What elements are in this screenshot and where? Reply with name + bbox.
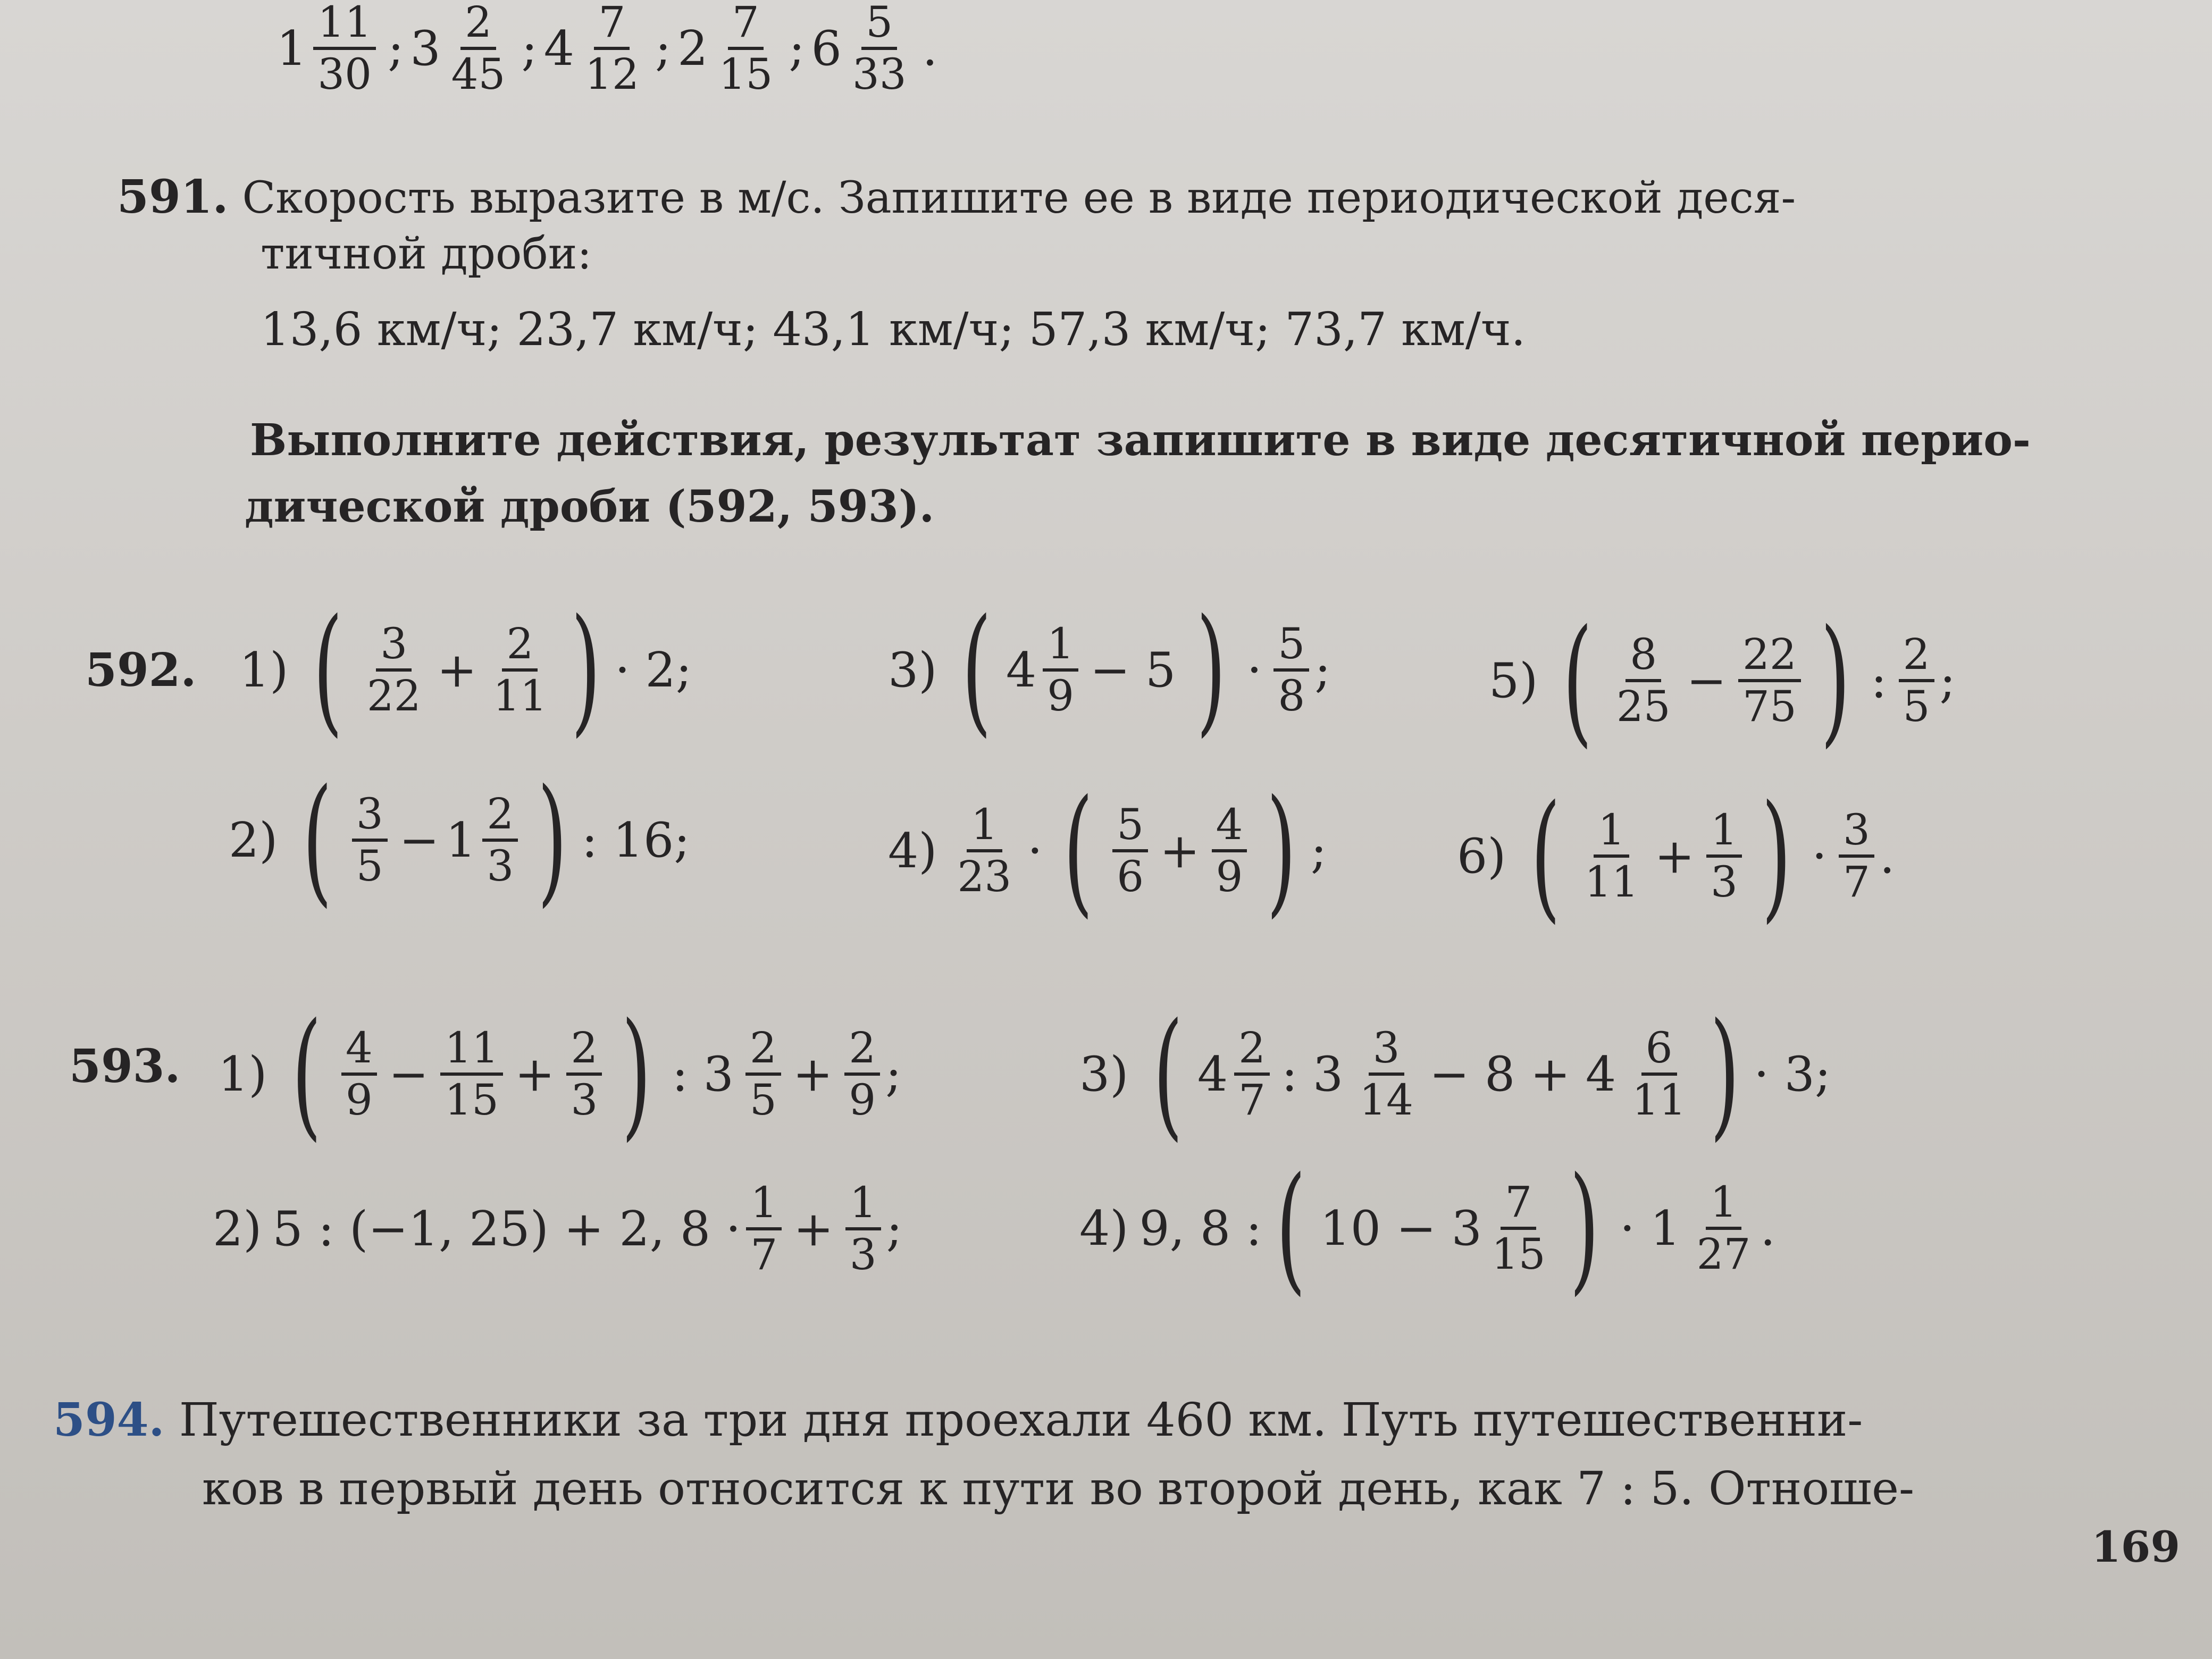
fraction (1706, 805, 1742, 907)
fraction-denominator: 14 (1359, 1075, 1413, 1125)
fraction (1738, 632, 1801, 729)
fraction (1628, 1023, 1690, 1125)
task-592-part-1 (239, 590, 692, 750)
fraction-numerator: 3 (352, 792, 388, 842)
right-paren: ) (622, 994, 651, 1154)
fraction-denominator: 30 (317, 49, 372, 99)
fraction-numerator: 3 (376, 622, 412, 672)
fraction-numerator: 3 (1369, 1026, 1404, 1076)
fraction-numerator: 7 (728, 0, 764, 50)
right-paren: ) (538, 760, 567, 920)
fraction-denominator: 11 (1632, 1075, 1686, 1125)
fraction-denominator: 3 (849, 1230, 877, 1279)
instruction-text: дической дроби (245, 481, 666, 532)
fraction (1899, 632, 1934, 729)
fraction (845, 1180, 881, 1277)
show-through-text (1541, 80, 1554, 120)
fraction-denominator: 15 (718, 49, 773, 99)
fraction (1487, 1177, 1550, 1279)
task-594-text-1: Путешественники за три дня проехали 460 км. Путь путешественни- (179, 1394, 1863, 1447)
fraction-numerator: 3 (1839, 808, 1874, 858)
fraction (1355, 1023, 1418, 1125)
fraction (489, 619, 551, 720)
operator: + (1654, 828, 1695, 884)
operator: − 8 + 4 (1429, 1046, 1616, 1102)
fraction-numerator: 11 (440, 1026, 503, 1076)
fraction-denominator: 3 (487, 841, 514, 891)
fraction-numerator: 5 (1112, 802, 1148, 852)
operator: + (514, 1046, 555, 1102)
fraction (1234, 1023, 1270, 1125)
fraction-denominator: 11 (493, 671, 547, 720)
instruction-line-1: Выполните действия, результат запишите в виде десятичной перио- (250, 415, 2031, 466)
task-number-591: 591. (117, 170, 229, 224)
operator: − (1686, 652, 1727, 709)
fraction-numerator: 2 (482, 792, 518, 842)
fraction-numerator: 2 (502, 622, 538, 672)
expression-text: 5 : (−1, 25) + 2, 8 · (272, 1201, 741, 1257)
left-paren: ( (303, 760, 332, 920)
left-paren: ( (1276, 1148, 1306, 1309)
fraction-numerator: 6 (1641, 1026, 1677, 1076)
fraction (1692, 1177, 1755, 1279)
expression-end: ; (1314, 642, 1331, 698)
fraction (746, 1180, 782, 1277)
left-paren: ( (1153, 994, 1183, 1154)
operator: + (793, 1201, 834, 1257)
operator: · (1812, 828, 1827, 884)
fraction-numerator: 2 (745, 1026, 781, 1076)
part-label: 4) (888, 823, 937, 879)
fraction-denominator: 15 (1491, 1229, 1546, 1279)
part-label: 3) (888, 642, 937, 698)
operator: − 5 (1090, 642, 1176, 698)
separator: ; (789, 20, 805, 77)
task-592-part-6 (1457, 776, 1895, 936)
operator: · (1246, 642, 1262, 698)
left-paren: ( (962, 590, 992, 750)
operator: − (399, 812, 440, 868)
task-592-part-2 (229, 760, 690, 920)
fraction (1580, 805, 1643, 907)
expression-text: 9, 8 : (1139, 1200, 1262, 1256)
fraction (714, 0, 777, 97)
part-label: 2) (213, 1201, 262, 1257)
expression-inner: 10 − 3 (1320, 1200, 1482, 1256)
mixed-whole: 4 (1197, 1046, 1228, 1102)
part-label: 4) (1079, 1200, 1129, 1256)
part-label: 2) (229, 812, 278, 868)
task-592-part-5 (1489, 600, 1956, 761)
mixed-whole: 6 (811, 20, 842, 77)
operator: + (437, 642, 477, 698)
page-number: 169 (2091, 1522, 2180, 1572)
instruction-task-ref: (592, 593) (665, 481, 919, 532)
part-label: 3) (1079, 1046, 1129, 1102)
right-paren: ) (1710, 994, 1740, 1154)
left-paren: ( (1563, 600, 1593, 761)
expression-end: ; (886, 1201, 902, 1257)
mixed-whole: 2 (677, 20, 708, 77)
fraction-denominator: 75 (1742, 682, 1797, 731)
expression-tail: · 3; (1754, 1046, 1831, 1102)
fraction (1612, 632, 1675, 729)
instruction-line-2 (245, 481, 934, 532)
fraction (447, 0, 510, 97)
fraction-denominator: 15 (445, 1075, 499, 1125)
task-number-592 (85, 643, 196, 697)
top-mixed-numbers-row (276, 0, 944, 97)
fraction-numerator: 2 (844, 1026, 880, 1076)
fraction-denominator: 6 (1117, 852, 1144, 901)
fraction-denominator: 11 (1584, 857, 1639, 907)
expression-tail: · 2; (615, 642, 692, 698)
fraction-denominator: 22 (366, 671, 421, 720)
operator: : (1871, 652, 1887, 709)
fraction-numerator: 1 (1594, 808, 1629, 858)
mixed-whole: 4 (543, 20, 575, 77)
fraction-denominator: 7 (1238, 1075, 1266, 1125)
fraction-denominator: 25 (1616, 682, 1671, 731)
fraction (363, 619, 425, 720)
mixed-whole: 1 (446, 812, 476, 868)
fraction-denominator: 5 (749, 1075, 777, 1125)
task-591-line-2: тичной дроби: (261, 229, 592, 279)
operator: : 3 (672, 1046, 734, 1102)
fraction-denominator: 3 (1711, 857, 1738, 907)
fraction (440, 1023, 503, 1125)
fraction-denominator: 8 (1278, 671, 1305, 720)
part-label: 1) (239, 642, 289, 698)
fraction (1839, 805, 1874, 907)
part-label: 6) (1457, 828, 1506, 884)
fraction-denominator: 33 (852, 49, 907, 99)
fraction-numerator: 1 (1706, 808, 1742, 858)
fraction-numerator: 1 (1706, 1180, 1741, 1230)
fraction-numerator: 8 (1626, 632, 1661, 682)
operator: − (388, 1046, 429, 1102)
fraction-denominator: 9 (1047, 671, 1074, 720)
fraction (1273, 619, 1309, 720)
task-592-part-3 (888, 590, 1331, 750)
fraction-denominator: 9 (1216, 852, 1243, 901)
fraction-denominator: 9 (849, 1075, 876, 1125)
separator: ; (521, 20, 538, 77)
fraction-numerator: 4 (1212, 802, 1247, 852)
task-591-speeds: 13,6 км/ч; 23,7 км/ч; 43,1 км/ч; 57,3 км/ч; 73,7 км/ч. (261, 303, 1526, 356)
right-paren: ) (1569, 1148, 1599, 1309)
right-paren: ) (1820, 600, 1850, 761)
operator: : 3 (1281, 1046, 1344, 1102)
fraction (566, 1023, 602, 1125)
mixed-whole: 1 (276, 20, 307, 77)
task-592-part-4 (888, 770, 1327, 931)
expression-end: ; (1310, 823, 1327, 879)
fraction-numerator: 22 (1738, 632, 1801, 682)
fraction-denominator: 27 (1696, 1229, 1751, 1279)
left-paren: ( (292, 994, 322, 1154)
expression-tail: : 16; (581, 812, 690, 868)
mixed-whole: 3 (410, 20, 441, 77)
fraction (844, 1023, 880, 1125)
task-593-part-4 (1079, 1148, 1776, 1309)
right-paren: ) (571, 590, 601, 750)
fraction-denominator: 23 (957, 852, 1012, 901)
fraction-numerator: 1 (746, 1180, 782, 1230)
task-594-line-2: ков в первый день относится к пути во второй день, как 7 : 5. Отноше- (202, 1462, 1915, 1515)
fraction (953, 802, 1016, 899)
fraction-denominator: 12 (585, 49, 639, 99)
expression-end: . (1879, 828, 1895, 884)
fraction-numerator: 5 (861, 0, 897, 50)
task-593-part-2 (213, 1180, 902, 1277)
fraction-numerator: 1 (967, 802, 1002, 852)
separator: . (922, 20, 938, 77)
separator: ; (655, 20, 672, 77)
fraction (482, 789, 518, 891)
fraction (352, 789, 388, 891)
fraction-denominator: 5 (1903, 682, 1930, 731)
right-paren: ) (1761, 776, 1791, 936)
fraction (1112, 802, 1148, 899)
operator: + (792, 1046, 833, 1102)
fraction-denominator: 9 (345, 1075, 373, 1125)
task-593-label: 593. (69, 1040, 181, 1093)
operator: + (1160, 823, 1200, 879)
fraction (1212, 802, 1247, 899)
task-591-text-1: Скорость выразите в м/с. Запишите ее в виде периодической деся- (242, 173, 1796, 223)
fraction (341, 1023, 377, 1125)
left-paren: ( (313, 590, 343, 750)
fraction-numerator: 7 (1501, 1180, 1536, 1230)
fraction (848, 0, 911, 97)
right-paren: ) (1267, 770, 1297, 931)
part-label: 1) (218, 1046, 267, 1102)
operator: · (1027, 823, 1043, 879)
right-paren: ) (1196, 590, 1226, 750)
fraction-numerator: 2 (566, 1026, 602, 1076)
fraction-numerator: 11 (313, 0, 376, 50)
task-number-594: 594. (53, 1393, 165, 1447)
fraction (581, 0, 643, 97)
fraction-numerator: 2 (1234, 1026, 1270, 1076)
fraction-numerator: 2 (460, 0, 496, 50)
fraction-denominator: 5 (356, 841, 383, 891)
task-594-line-1 (53, 1393, 1863, 1447)
fraction-numerator: 2 (1899, 632, 1934, 682)
part-label: 5) (1489, 652, 1538, 709)
task-number-593 (69, 1040, 180, 1093)
fraction-denominator: 7 (1842, 857, 1870, 907)
fraction (1043, 619, 1078, 720)
left-paren: ( (1063, 770, 1093, 931)
task-591-line-1 (117, 170, 1796, 224)
fraction-denominator: 3 (571, 1075, 598, 1125)
mixed-whole: 4 (1006, 642, 1037, 698)
separator: ; (388, 20, 404, 77)
task-592-label: 592. (85, 643, 197, 697)
fraction (745, 1023, 781, 1125)
instruction-end: . (919, 481, 935, 532)
task-593-part-3 (1079, 994, 1831, 1154)
fraction-numerator: 1 (845, 1180, 881, 1230)
fraction-numerator: 4 (341, 1026, 377, 1076)
fraction-numerator: 1 (1043, 622, 1078, 672)
fraction-denominator: 7 (750, 1230, 778, 1279)
fraction-denominator: 45 (451, 49, 506, 99)
task-593-part-1 (218, 994, 902, 1154)
expression-end: ; (885, 1046, 902, 1102)
operator: · 1 (1620, 1200, 1681, 1256)
left-paren: ( (1531, 776, 1561, 936)
fraction-numerator: 5 (1273, 622, 1309, 672)
fraction (313, 0, 376, 97)
fraction-numerator: 7 (594, 0, 630, 50)
expression-end: ; (1939, 652, 1956, 709)
expression-end: . (1760, 1200, 1776, 1256)
